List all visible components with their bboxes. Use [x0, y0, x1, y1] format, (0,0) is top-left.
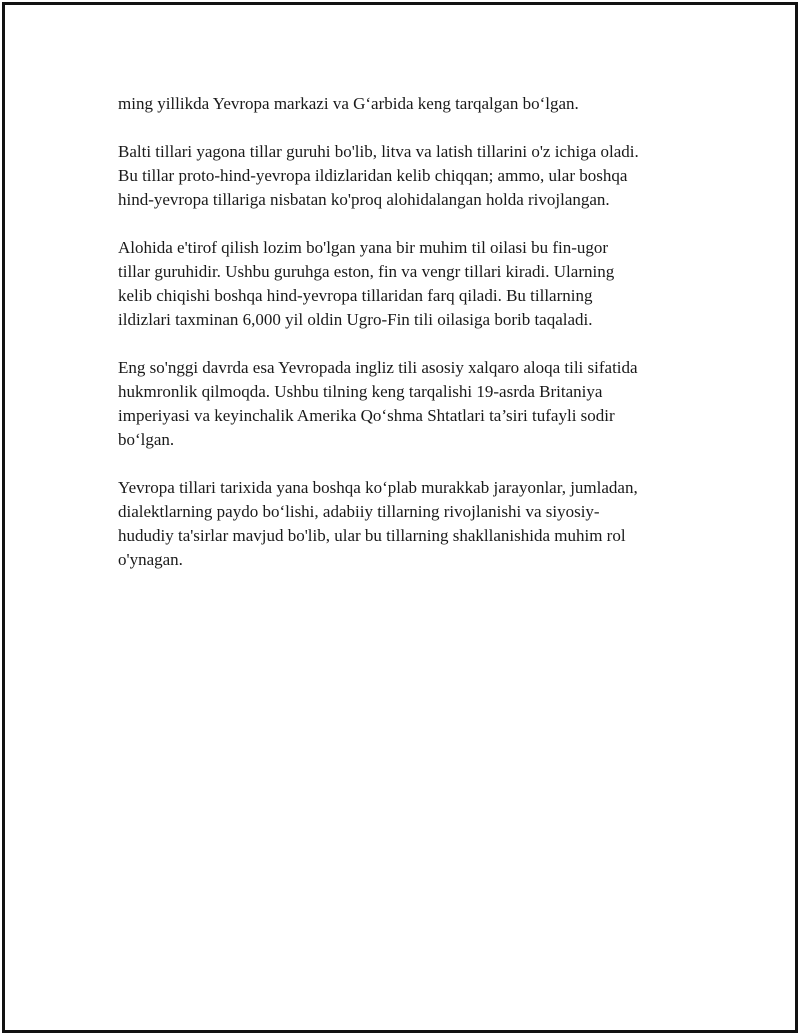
text-line: Eng so'nggi davrda esa Yevropada ingliz tili asosiy xalqaro aloqa tili sifatida: [118, 358, 638, 377]
text-line: Balti tillari yagona tillar guruhi bo'lib, litva va latish tillarini o'z ichiga oladi.: [118, 142, 639, 161]
paragraph-5: [118, 476, 698, 572]
text-line: kelib chiqishi boshqa hind-yevropa tillaridan farq qiladi. Bu tillarning: [118, 286, 593, 305]
text-line: tillar guruhidir. Ushbu guruhga eston, fin va vengr tillari kiradi. Ularning: [118, 262, 615, 281]
text-line: imperiyasi va keyinchalik Amerika Qo‘shma Shtatlari ta’siri tufayli sodir: [118, 406, 615, 425]
text-line: Alohida e'tirof qilish lozim bo'lgan yana bir muhim til oilasi bu fin-ugor: [118, 238, 609, 257]
text-line: Yevropa tillari tarixida yana boshqa ko‘plab murakkab jarayonlar, jumladan,: [118, 478, 638, 497]
text-line: hukmronlik qilmoqda. Ushbu tilning keng tarqalishi 19-asrda Britaniya: [118, 382, 603, 401]
paragraph-2: [118, 140, 698, 212]
paragraph-3: [118, 236, 698, 332]
paragraph-1: [118, 92, 698, 116]
text-line: bo‘lgan.: [118, 430, 175, 449]
text-line: hind-yevropa tillariga nisbatan ko'proq alohidalangan holda rivojlangan.: [118, 190, 610, 209]
text-line: hududiy ta'sirlar mavjud bo'lib, ular bu tillarning shakllanishida muhim rol: [118, 526, 626, 545]
document-body: [118, 92, 698, 596]
text-line: dialektlarning paydo bo‘lishi, adabiiy tillarning rivojlanishi va siyosiy-: [118, 502, 600, 521]
text-line: ming yillikda Yevropa markazi va G‘arbida keng tarqalgan bo‘lgan.: [118, 94, 579, 113]
paragraph-4: [118, 356, 698, 452]
text-line: o'ynagan.: [118, 550, 183, 569]
text-line: ildizlari taxminan 6,000 yil oldin Ugro-Fin tili oilasiga borib taqaladi.: [118, 310, 593, 329]
text-line: Bu tillar proto-hind-yevropa ildizlaridan kelib chiqqan; ammo, ular boshqa: [118, 166, 628, 185]
